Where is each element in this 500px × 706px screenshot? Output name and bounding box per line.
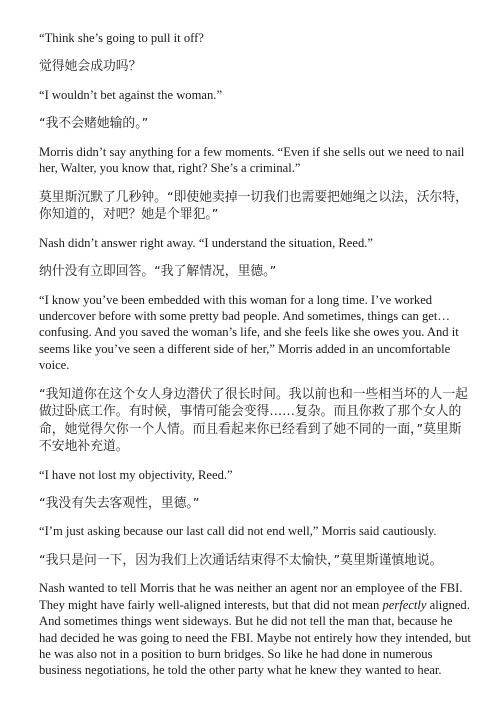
paragraph-zh-5: “我知道你在这个女人身边潜伏了很长时间。我以前也和一些相当坏的人一起做过卧底工作。有时候，事情可能会变得……复杂。而且你救了那个女人的命，她觉得欠你一个人情。而且看起来你已经看到了她不同的一面，”莫里斯不安地补充道。 (39, 386, 468, 455)
paragraph-en-5: “I know you’ve been embedded with this woman for a long time. I’ve worked undercover before with some pretty bad people. And sometimes, things can get… confusing. And you saved the woman’s life, and she feels like she owes you. And it seems like you’ve seen a different side of her,” Morris added in an uncomfortable voice. (39, 292, 459, 373)
paragraph-zh-2: “我不会赌她输的。” (39, 116, 149, 132)
paragraph-en-3: Morris didn’t say anything for a few moments. “Even if she sells out we need to nail her, Walter, you know that, right? She’s a criminal.” (39, 144, 465, 176)
paragraph-en-2: “I wouldn’t bet against the woman.” (39, 87, 223, 102)
paragraph-en-6: “I have not lost my objectivity, Reed.” (39, 467, 233, 482)
paragraph-en-4: Nash didn’t answer right away. “I understand the situation, Reed.” (39, 235, 373, 250)
document-page (39, 30, 473, 690)
paragraph-en-8-part-2: aligned. And sometimes things went sideways. But he did not tell the man that, because he had decided he was going to need the FBI. Maybe not entirely how they intended, but he was also not in a position to burn bridges. So like he had done in numerous business negotiations, he told the other party what he knew they wanted to hear. (39, 597, 471, 678)
paragraph-en-8-part-1: Nash wanted to tell Morris that he was neither an agent nor an employee of the FBI. They might have fairly well-aligned interests, but that did not mean (39, 581, 463, 612)
paragraph-zh-6: “我没有失去客观性，里德。” (39, 495, 200, 511)
paragraph-en-1: “Think she’s going to pull it off? (39, 31, 204, 45)
paragraph-en-8-italic: perfectly (382, 597, 427, 612)
paragraph-zh-3: 莫里斯沉默了几秒钟。“即使她卖掉一切我们也需要把她绳之以法，沃尔特，你知道的，对吧？她是个罪犯。” (39, 189, 468, 223)
paragraph-en-7: “I’m just asking because our last call did not end well,” Morris said cautiously. (39, 524, 437, 539)
paragraph-en-8 (39, 580, 473, 678)
paragraph-zh-4: 纳什没有立即回答。“我了解情况，里德。” (39, 264, 277, 280)
paragraph-zh-1: 觉得她会成功吗？ (39, 59, 142, 75)
paragraph-zh-7: “我只是问一下，因为我们上次通话结束得不太愉快，”莫里斯谨慎地说。 (39, 552, 443, 568)
